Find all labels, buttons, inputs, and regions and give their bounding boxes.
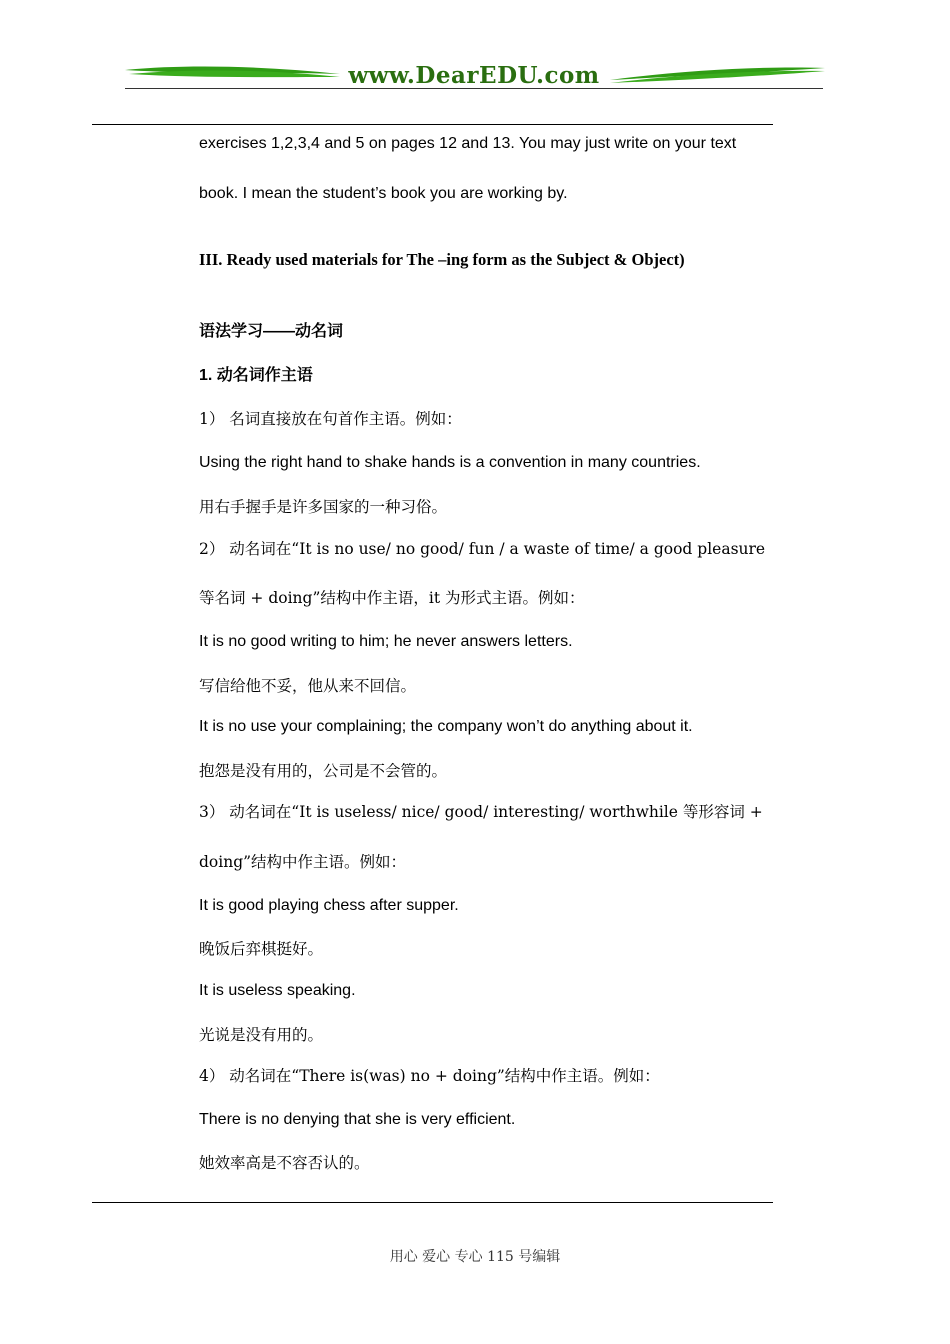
- page-footer: 用心 爱心 专心 115 号编辑: [389, 1249, 561, 1265]
- subheading: 语法学习——动名词: [199, 323, 344, 340]
- example-sentence: Using the right hand to shake hands is a convention in many countries.: [199, 454, 701, 471]
- page-bottom-rule: [92, 1202, 773, 1203]
- translation: 她效率高是不容否认的。: [199, 1154, 370, 1172]
- text-line: book. I mean the student’s book you are working by.: [199, 185, 568, 202]
- example-sentence: It is useless speaking.: [199, 982, 356, 999]
- text-line: 4） 动名词在“There is(was) no + doing”结构中作主语。例如：: [199, 1067, 660, 1085]
- page-top-rule: [92, 124, 773, 125]
- section-heading: III. Ready used materials for The –ing form as the Subject & Object): [199, 250, 685, 269]
- example-sentence: It is no use your complaining; the company won’t do anything about it.: [199, 718, 693, 735]
- example-sentence: There is no denying that she is very efficient.: [199, 1111, 516, 1128]
- subheading: 1. 动名词作主语: [199, 367, 313, 384]
- translation: 写信给他不妥，他从来不回信。: [199, 677, 417, 695]
- translation: 光说是没有用的。: [199, 1026, 324, 1044]
- translation: 抱怨是没有用的，公司是不会管的。: [199, 762, 448, 780]
- text-line: 1） 名词直接放在句首作主语。例如：: [199, 410, 462, 428]
- header-rule: [125, 88, 823, 89]
- text-line: 3） 动名词在“It is useless/ nice/ good/ interesting/ worthwhile 等形容词 +: [199, 803, 763, 821]
- example-sentence: It is no good writing to him; he never answers letters.: [199, 633, 573, 650]
- example-sentence: It is good playing chess after supper.: [199, 897, 459, 914]
- text-line: 等名词 + doing”结构中作主语，it 为形式主语。例如：: [199, 589, 585, 607]
- logo-text: www.DearEDU.com: [348, 62, 600, 89]
- text-line: exercises 1,2,3,4 and 5 on pages 12 and 13. You may just write on your text: [199, 135, 737, 152]
- text-line: 2） 动名词在“It is no use/ no good/ fun / a waste of time/ a good pleasure: [199, 540, 766, 558]
- translation: 用右手握手是许多国家的一种习俗。: [199, 498, 448, 516]
- text-line: doing”结构中作主语。例如：: [199, 853, 407, 871]
- translation: 晚饭后弈棋挺好。: [199, 940, 324, 958]
